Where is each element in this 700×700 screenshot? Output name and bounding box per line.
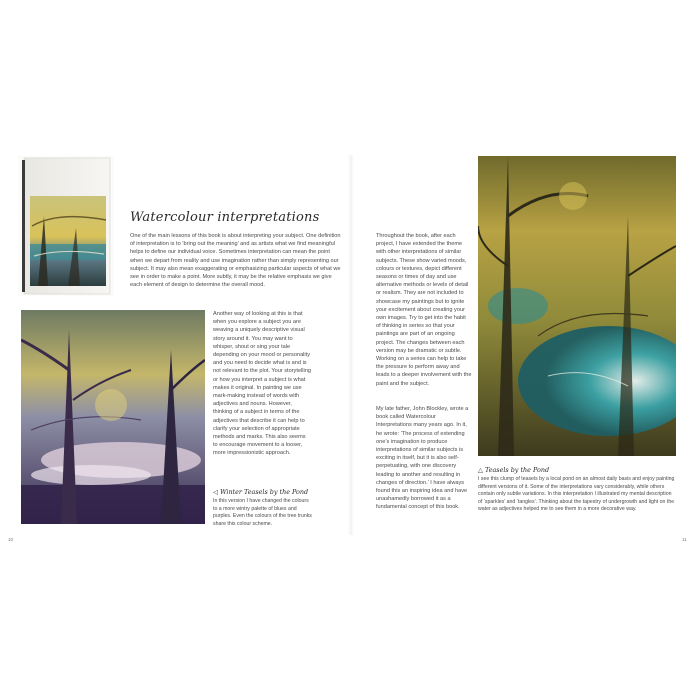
intro-paragraph: One of the main lessons of this book is about interpreting your subject. One definition of interpretation is to ‘bring out the meaning’ and as artists what we find meaningful helps to define our individual voice. Sometimes interpretation can mean the point when we depart from reality and use imagination rather than simply representing our subject. It may also mean exaggerating or emphasizing particular aspects of what we see in order to make a point. More subtly, it may be the relative emphasis we give each element of design to determine the overall mood.	[130, 233, 341, 289]
column-paragraph: Another way of looking at this is that when you explore a subject you are weaving a uniquely descriptive visual story around it. You may want to whisper, shout or sing your tale depending on your mood or personality and you need to decide what is and is not relevant to the plot. Your storytelling or how you interpret a subject is what makes it original. In painting we use mark-making instead of words with adjectives and nouns. However, thinking of a subject in terms of the adjectives that describe it can help to clarify your selection of appropriate methods and marks. This also seems to encourage movement to a looser, more impressionistic approach.	[213, 311, 311, 457]
page-number-right: 11	[682, 537, 687, 542]
teasels-caption-text: I see this clump of teasels by a local pond on an almost daily basis and enjoy painting different versions of it. Some of the interpretations vary considerably, while others contain only subtle variations. In this interpretation I illustrated my mental description of ‘sparkles’ and ‘tangles’. Thinking about the tapestry of undergrowth and light on the water as adjectives helped me to see them in a more decorative way.	[478, 476, 675, 513]
right-paragraph-2: My late father, John Blockley, wrote a book called Watercolour Interpretations many years ago. In it, he wrote: ‘The process of extending one’s imagination to produce interpretations of similar subjects is exciting in itself, but it is also self-perpetuating, with one discovery leading to another and resulting in changes of direction.’ I have always found this an inspiring idea and have unashamedly borrowed it as a fundamental concept of this book.	[376, 406, 469, 511]
section-title: Watercolour interpretations	[130, 210, 320, 225]
winter-caption-text: In this version I have changed the colours to a more wintry palette of blues and purples. Even the colours of the tree trunks share this colour scheme.	[213, 498, 312, 527]
sketchbook-painting	[18, 156, 114, 296]
winter-caption-title: ◁ Winter Teasels by the Pond	[213, 488, 309, 496]
teasels-by-the-pond-painting	[478, 156, 676, 456]
book-gutter	[348, 155, 354, 535]
right-paragraph-1: Throughout the book, after each project, I have extended the theme with other interpretations of similar subjects. These show varied moods, colours or textures, depict different seasons or times of day and use alternative methods or levels of detail or realism. They are not included to showcase my paintings but to ignite your excitement about creating your own images. Try to get into the habit of thinking in series so that your paintings are part of an ongoing project. The changes between each version may be dramatic or subtle. Working on a series can help to take the pressure to perform away and leads to a deeper involvement with the paint and the subject.	[376, 233, 472, 387]
page-number-left: 10	[8, 537, 14, 542]
winter-teasels-painting	[21, 310, 205, 524]
teasels-caption-title: △ Teasels by the Pond	[478, 466, 550, 474]
